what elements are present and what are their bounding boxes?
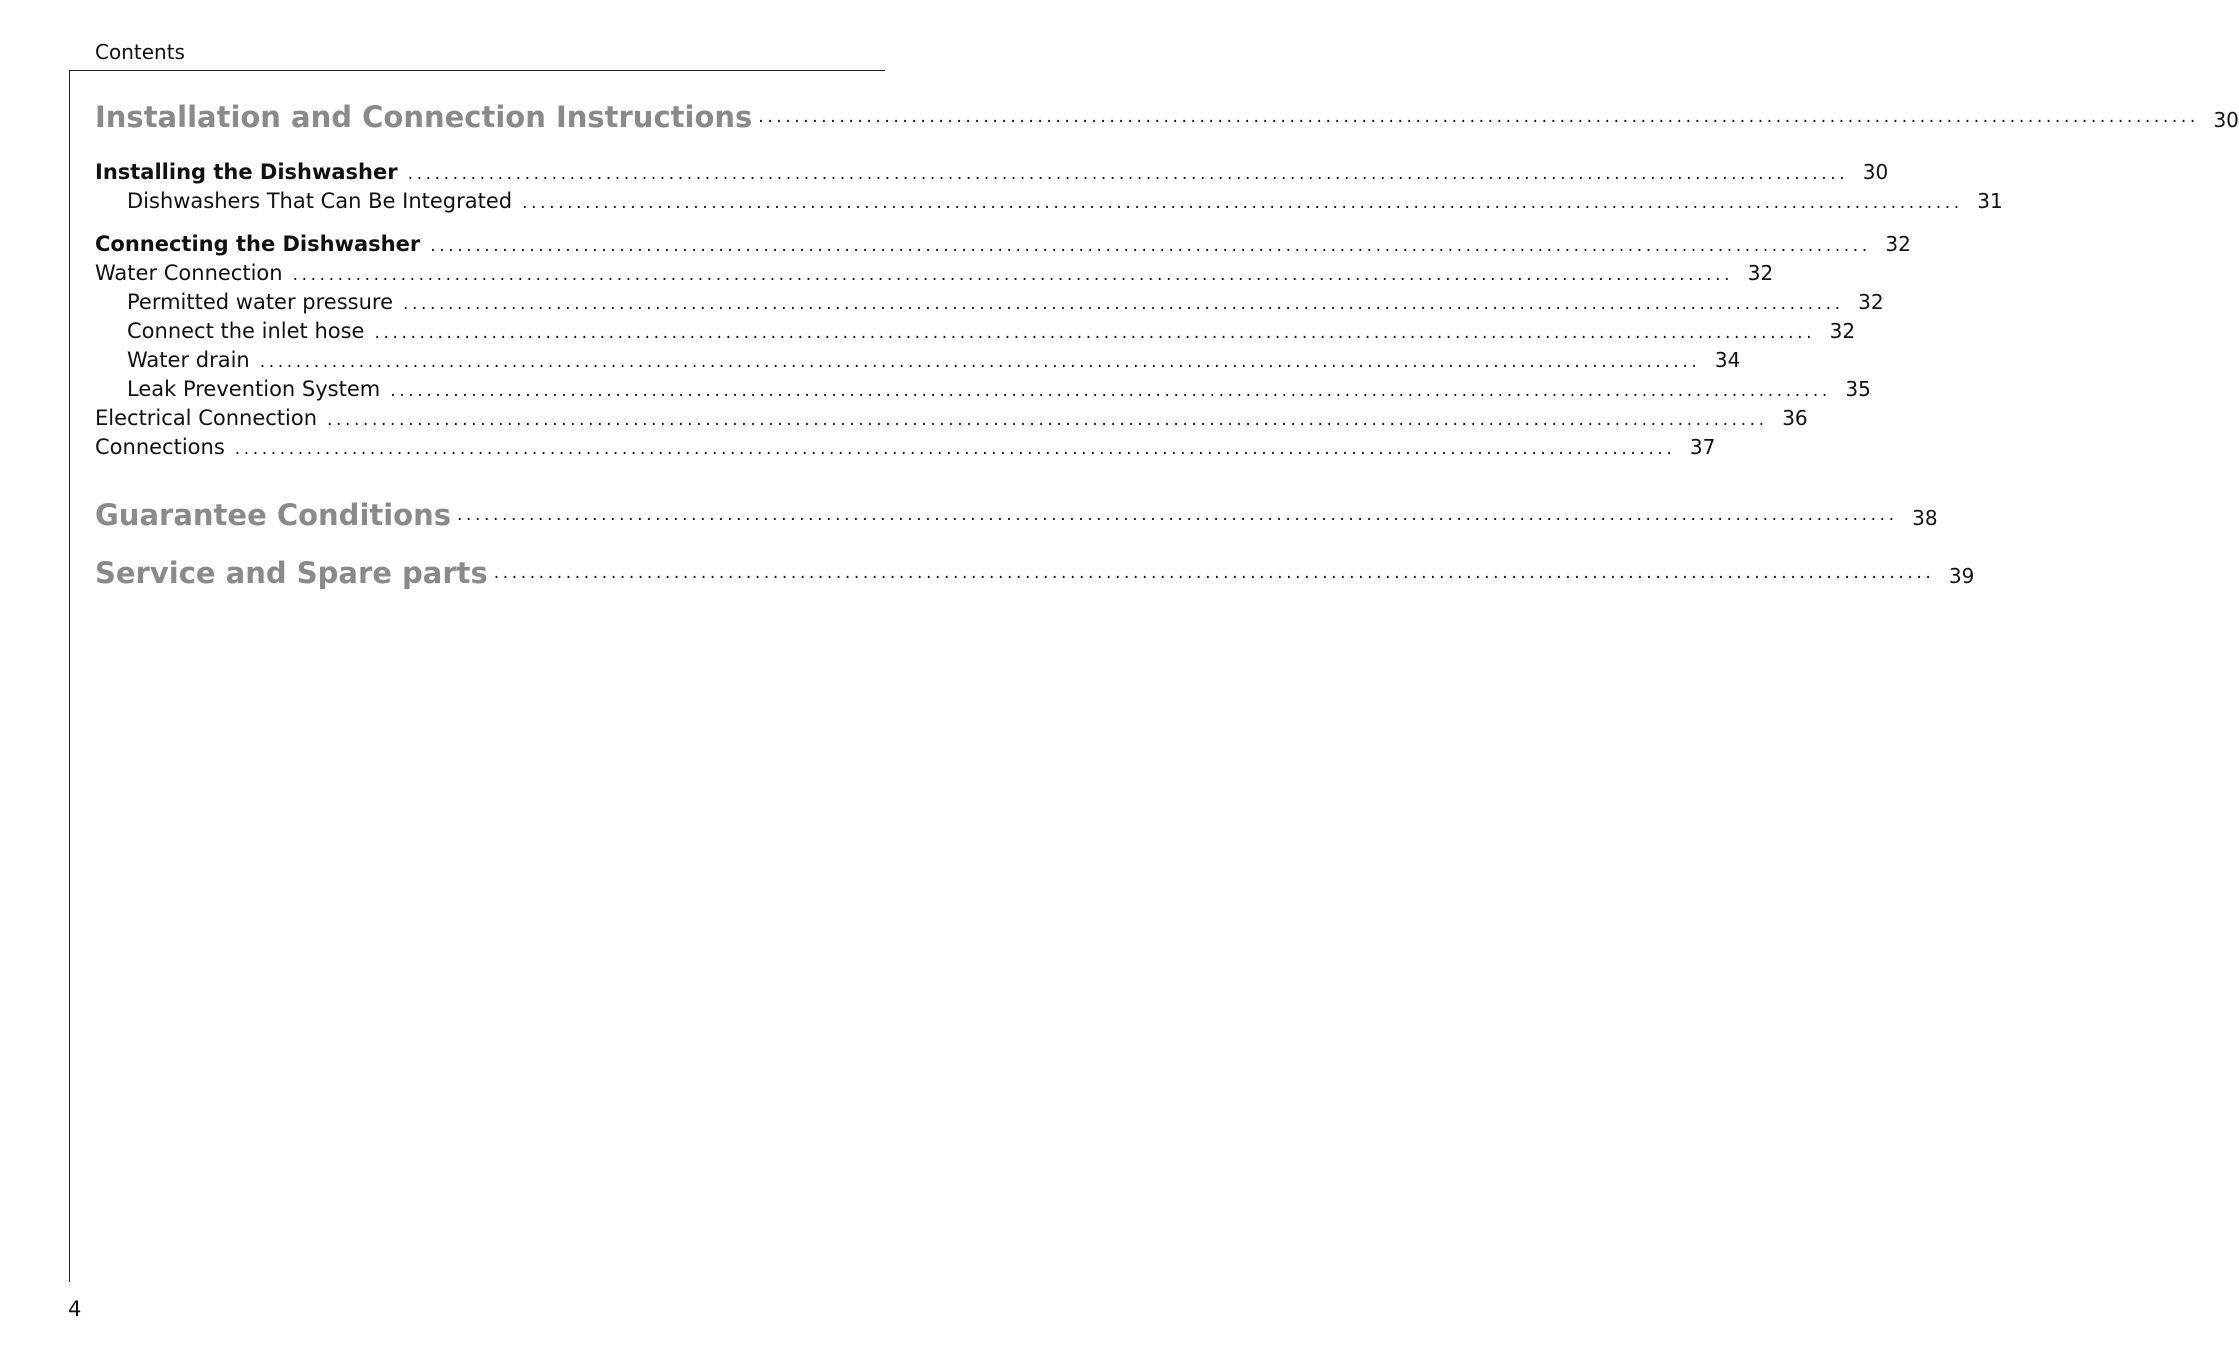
toc-entry-guarantee-conditions[interactable]: [95, 486, 1938, 544]
toc-entry-water-pressure[interactable]: [95, 290, 1884, 319]
toc-entry-page: 32: [1829, 319, 1856, 343]
toc-entry-installation-instructions[interactable]: [95, 88, 2239, 146]
toc-entry-title: Service and Spare parts: [95, 556, 488, 590]
toc-entry-page: 38: [1912, 506, 1938, 530]
toc-entry-installing-dishwasher[interactable]: [95, 160, 1889, 189]
toc-entry-electrical-connection[interactable]: [95, 406, 1808, 435]
toc-entry-page: 35: [1845, 377, 1871, 401]
table-of-contents: [95, 88, 2239, 602]
toc-entry-title: Installing the Dishwasher: [95, 160, 398, 184]
dot-leader: ................................................................................................................................................................: [493, 563, 1935, 583]
toc-entry-page: 37: [1689, 435, 1716, 459]
toc-entry-page: 34: [1714, 348, 1741, 372]
dot-leader: ................................................................................................................................................................: [758, 107, 2199, 127]
toc-entry-page: 39: [1948, 564, 1975, 588]
toc-entry-connecting-dishwasher[interactable]: [95, 232, 1911, 261]
toc-entry-title: Connect the inlet hose: [127, 319, 365, 343]
dot-leader: ................................................................................................................................................................: [327, 410, 1768, 430]
toc-entry-title: Guarantee Conditions: [95, 498, 452, 532]
toc-entry-water-connection[interactable]: [95, 261, 1774, 290]
dot-leader: ................................................................................................................................................................: [403, 294, 1844, 314]
dot-leader: ................................................................................................................................................................: [374, 323, 1816, 343]
dot-leader: ................................................................................................................................................................: [430, 236, 1871, 256]
toc-entry-title: Connecting the Dishwasher: [95, 232, 421, 256]
toc-entry-title: Electrical Connection: [95, 406, 318, 430]
toc-entry-page: 31: [1977, 189, 2003, 213]
toc-entry-connections[interactable]: [95, 435, 1716, 464]
toc-entry-title: Leak Prevention System: [127, 377, 381, 401]
dot-leader: ................................................................................................................................................................: [234, 439, 1676, 459]
dot-leader: ................................................................................................................................................................: [407, 164, 1849, 184]
toc-entry-inlet-hose[interactable]: [95, 319, 1856, 348]
page-number: 4: [68, 1297, 82, 1321]
running-header: Contents: [95, 40, 185, 64]
toc-entry-page: 30: [1862, 160, 1889, 184]
dot-leader: ................................................................................................................................................................: [259, 352, 1701, 372]
dot-leader: ................................................................................................................................................................: [522, 193, 1963, 213]
toc-entry-page: 32: [1858, 290, 1884, 314]
toc-entry-page: 36: [1782, 406, 1808, 430]
toc-entry-title: Water drain: [127, 348, 250, 372]
dot-leader: ................................................................................................................................................................: [390, 381, 1831, 401]
top-rule: [69, 70, 885, 71]
toc-entry-page: 30: [2213, 108, 2239, 132]
toc-entry-title: Dishwashers That Can Be Integrated: [127, 189, 513, 213]
left-rule: [69, 70, 70, 1282]
toc-entry-title: Permitted water pressure: [127, 290, 393, 314]
toc-entry-title: Water Connection: [95, 261, 283, 285]
dot-leader: ................................................................................................................................................................: [457, 505, 1898, 525]
toc-entry-title: Installation and Connection Instructions: [95, 100, 753, 134]
toc-entry-page: 32: [1885, 232, 1911, 256]
dot-leader: ................................................................................................................................................................: [292, 265, 1734, 285]
toc-entry-water-drain[interactable]: [95, 348, 1741, 377]
toc-entry-dishwashers-integrated[interactable]: [95, 189, 2003, 218]
toc-entry-service-spare-parts[interactable]: [95, 544, 1975, 602]
toc-entry-leak-prevention[interactable]: [95, 377, 1871, 406]
toc-entry-title: Connections: [95, 435, 225, 459]
toc-entry-page: 32: [1747, 261, 1774, 285]
